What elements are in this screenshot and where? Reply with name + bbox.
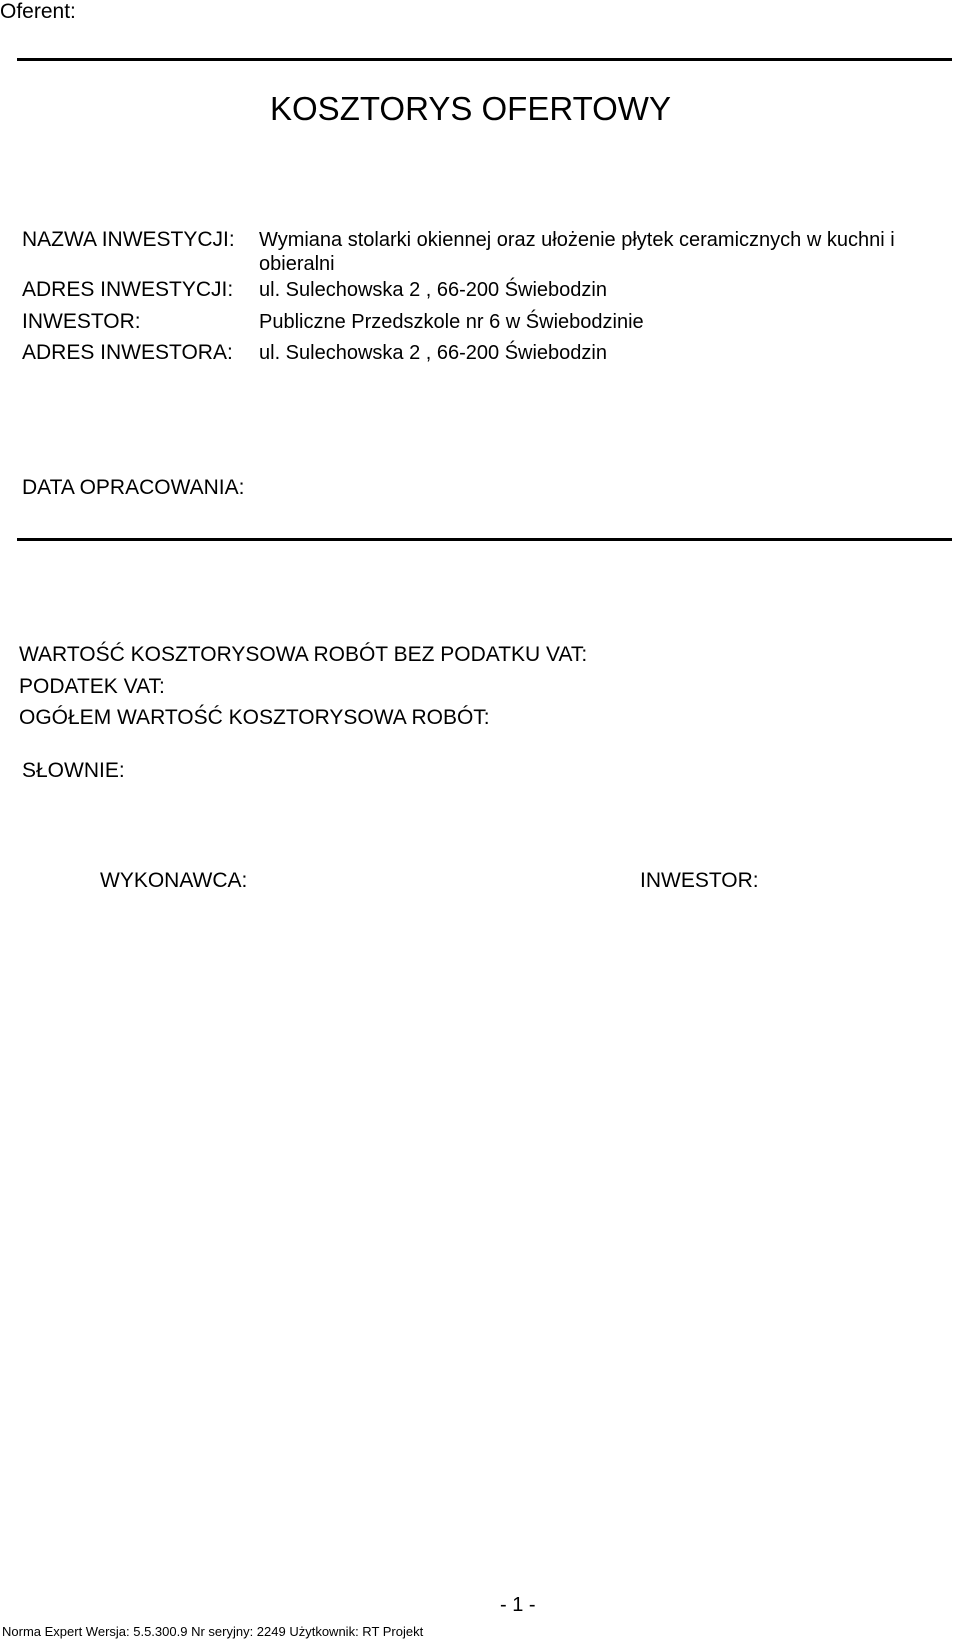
offerer-label: Oferent: xyxy=(0,0,76,23)
investor-address-label: ADRES INWESTORA: xyxy=(22,341,233,364)
investment-address-label: ADRES INWESTYCJI: xyxy=(22,278,234,301)
page-title: KOSZTORYS OFERTOWY xyxy=(270,90,671,127)
software-info: Norma Expert Wersja: 5.5.300.9 Nr seryjny: 2249 Użytkownik: RT Projekt xyxy=(2,1624,424,1639)
page-number: - 1 - xyxy=(500,1594,536,1616)
middle-divider xyxy=(17,538,952,541)
investor-value: Publiczne Przedszkole nr 6 w Świebodzinie xyxy=(259,311,644,333)
investment-name-label: NAZWA INWESTYCJI: xyxy=(22,228,235,251)
vat-label: PODATEK VAT: xyxy=(19,675,165,698)
total-value-label: OGÓŁEM WARTOŚĆ KOSZTORYSOWA ROBÓT: xyxy=(19,706,490,729)
preparation-date-label: DATA OPRACOWANIA: xyxy=(22,476,245,499)
top-divider xyxy=(17,58,952,61)
investor-address-value: ul. Sulechowska 2 , 66-200 Świebodzin xyxy=(259,342,607,364)
investment-name-value-line1: Wymiana stolarki okiennej oraz ułożenie płytek ceramicznych w kuchni i xyxy=(259,229,895,251)
investment-name-value-line2: obieralni xyxy=(259,253,335,275)
investment-address-value: ul. Sulechowska 2 , 66-200 Świebodzin xyxy=(259,279,607,301)
net-value-label: WARTOŚĆ KOSZTORYSOWA ROBÓT BEZ PODATKU VAT: xyxy=(19,643,588,666)
investor-signature-label: INWESTOR: xyxy=(640,869,759,892)
investor-label: INWESTOR: xyxy=(22,310,141,333)
in-words-label: SŁOWNIE: xyxy=(22,759,125,782)
contractor-signature-label: WYKONAWCA: xyxy=(100,869,248,892)
